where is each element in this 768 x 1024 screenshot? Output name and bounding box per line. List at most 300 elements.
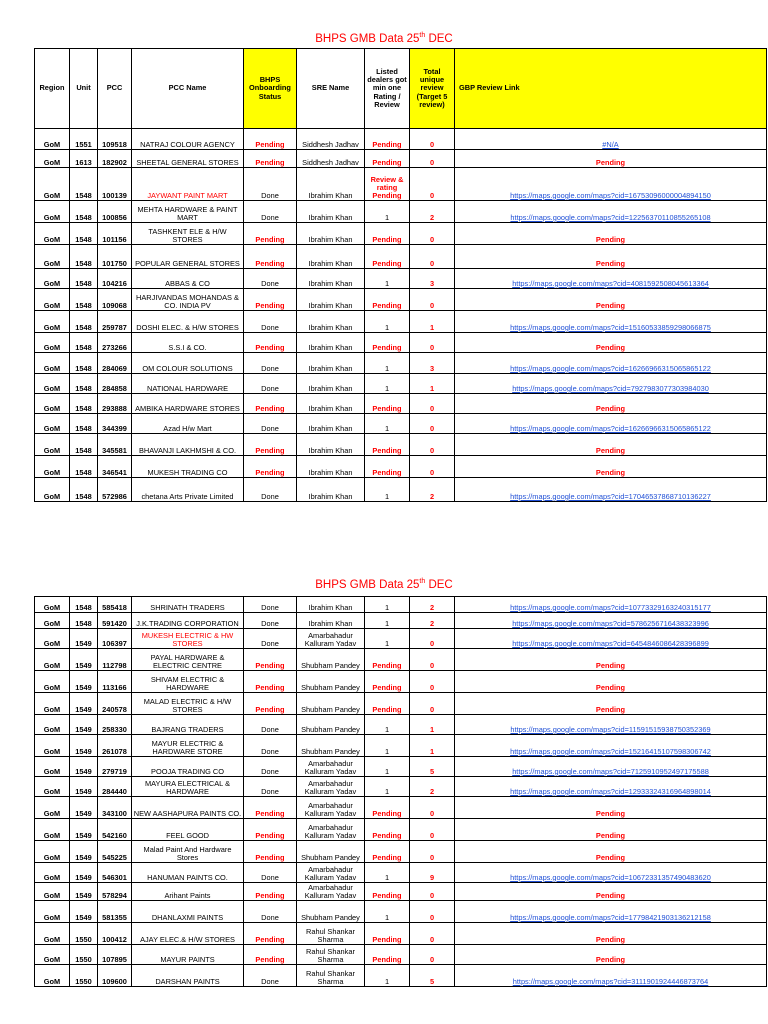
sre-name-cell: Ibrahim Khan: [297, 434, 365, 456]
total-review-cell: 2: [410, 613, 455, 629]
unit-cell: 1548: [70, 394, 98, 414]
sre-name-cell: Shubham Pandey: [297, 693, 365, 715]
onboarding-status-cell: Pending: [244, 649, 297, 671]
unit-cell: 1550: [70, 923, 98, 945]
onboarding-status-cell: Done: [244, 597, 297, 613]
pcc-name-cell: MALAD ELECTRIC & H/W STORES: [132, 693, 244, 715]
onboarding-status-cell: Done: [244, 629, 297, 649]
onboarding-status-cell: Pending: [244, 841, 297, 863]
onboarding-status-cell: Pending: [244, 223, 297, 245]
onboarding-status-cell: Pending: [244, 150, 297, 168]
gbp-review-link-cell: Pending: [455, 945, 767, 965]
pcc-name-cell: OM COLOUR SOLUTIONS: [132, 353, 244, 374]
onboarding-status-cell: Done: [244, 353, 297, 374]
listed-dealers-cell: Pending: [365, 649, 410, 671]
total-review-cell: 0: [410, 901, 455, 923]
pcc-cell: 279719: [98, 757, 132, 777]
total-review-cell: 0: [410, 693, 455, 715]
region-cell: GoM: [35, 374, 70, 394]
sre-name-cell: Amarbahadur Kalluram Yadav: [297, 757, 365, 777]
onboarding-status-cell: Done: [244, 613, 297, 629]
gbp-review-link-cell[interactable]: https://maps.google.com/maps?cid=17798421903136212158: [455, 901, 767, 923]
sre-name-cell: Amarbahadur Kalluram Yadav: [297, 863, 365, 883]
sre-name-cell: Rahul Shankar Sharma: [297, 923, 365, 945]
pcc-name-cell: SHEETAL GENERAL STORES: [132, 150, 244, 168]
region-cell: GoM: [35, 901, 70, 923]
table-row: [35, 150, 767, 168]
sre-name-cell: Ibrahim Khan: [297, 374, 365, 394]
gbp-review-link-cell[interactable]: https://maps.google.com/maps?cid=10672331357490483620: [455, 863, 767, 883]
total-review-cell: 0: [410, 797, 455, 819]
gbp-review-link-cell: Pending: [455, 394, 767, 414]
table-row: [35, 311, 767, 333]
gbp-review-link-cell[interactable]: https://maps.google.com/maps?cid=4081592508045613364: [455, 269, 767, 289]
gbp-review-link-cell[interactable]: https://maps.google.com/maps?cid=15216415107598306742: [455, 735, 767, 757]
pcc-name-cell: POPULAR GENERAL STORES: [132, 245, 244, 269]
pcc-cell: 100412: [98, 923, 132, 945]
unit-cell: 1549: [70, 863, 98, 883]
total-review-cell: 0: [410, 333, 455, 353]
listed-dealers-cell: 1: [365, 863, 410, 883]
onboarding-status-cell: Pending: [244, 129, 297, 150]
pcc-cell: 585418: [98, 597, 132, 613]
table-row: [35, 333, 767, 353]
table-row: [35, 965, 767, 987]
gbp-review-link-cell[interactable]: https://maps.google.com/maps?cid=17046537868710136227: [455, 478, 767, 502]
region-cell: GoM: [35, 819, 70, 841]
region-cell: GoM: [35, 649, 70, 671]
gbp-review-link-cell[interactable]: https://maps.google.com/maps?cid=6454846086428396899: [455, 629, 767, 649]
listed-dealers-cell: 1: [365, 629, 410, 649]
region-cell: GoM: [35, 841, 70, 863]
total-review-cell: 0: [410, 394, 455, 414]
table-row: [35, 168, 767, 201]
table-row: [35, 649, 767, 671]
total-review-cell: 0: [410, 223, 455, 245]
region-cell: GoM: [35, 129, 70, 150]
region-cell: GoM: [35, 333, 70, 353]
pcc-cell: 284069: [98, 353, 132, 374]
listed-dealers-cell: 1: [365, 597, 410, 613]
gmb-data-table-2: [34, 596, 767, 987]
listed-dealers-cell: Pending: [365, 150, 410, 168]
unit-cell: 1549: [70, 629, 98, 649]
gbp-review-link-cell[interactable]: https://maps.google.com/maps?cid=11591515938750352369: [455, 715, 767, 735]
unit-cell: 1549: [70, 693, 98, 715]
unit-cell: 1549: [70, 649, 98, 671]
total-review-cell: 0: [410, 629, 455, 649]
header-sre-name: SRE Name: [297, 49, 365, 129]
unit-cell: 1549: [70, 883, 98, 901]
listed-dealers-cell: 1: [365, 613, 410, 629]
table-row: [35, 456, 767, 478]
gbp-review-link-cell[interactable]: https://maps.google.com/maps?cid=16266966315065865122: [455, 353, 767, 374]
onboarding-status-cell: Pending: [244, 289, 297, 311]
listed-dealers-cell: Review & rating Pending: [365, 168, 410, 201]
listed-dealers-cell: Pending: [365, 923, 410, 945]
table-row: [35, 863, 767, 883]
pcc-name-cell: NEW AASHAPURA PAINTS CO.: [132, 797, 244, 819]
total-review-cell: 0: [410, 245, 455, 269]
region-cell: GoM: [35, 269, 70, 289]
header-gbp-review-link: GBP Review Link: [455, 49, 767, 129]
onboarding-status-cell: Done: [244, 478, 297, 502]
pcc-name-cell: S.S.I & CO.: [132, 333, 244, 353]
header-pcc: PCC: [98, 49, 132, 129]
pcc-cell: 572986: [98, 478, 132, 502]
pcc-name-cell: AJAY ELEC.& H/W STORES: [132, 923, 244, 945]
sre-name-cell: Ibrahim Khan: [297, 289, 365, 311]
pcc-cell: 542160: [98, 819, 132, 841]
pcc-name-cell: HANUMAN PAINTS CO.: [132, 863, 244, 883]
listed-dealers-cell: Pending: [365, 841, 410, 863]
region-cell: GoM: [35, 715, 70, 735]
onboarding-status-cell: Done: [244, 269, 297, 289]
table-row: [35, 414, 767, 434]
sre-name-cell: Amarbahadur Kalluram Yadav: [297, 629, 365, 649]
total-review-cell: 0: [410, 671, 455, 693]
listed-dealers-cell: 1: [365, 478, 410, 502]
pcc-cell: 578294: [98, 883, 132, 901]
listed-dealers-cell: 1: [365, 777, 410, 797]
total-review-cell: 1: [410, 735, 455, 757]
listed-dealers-cell: Pending: [365, 797, 410, 819]
unit-cell: 1548: [70, 269, 98, 289]
unit-cell: 1548: [70, 311, 98, 333]
listed-dealers-cell: Pending: [365, 456, 410, 478]
region-cell: GoM: [35, 478, 70, 502]
total-review-cell: 9: [410, 863, 455, 883]
gbp-review-link-cell: Pending: [455, 333, 767, 353]
header-onboarding-status: BHPS Onboarding Status: [244, 49, 297, 129]
unit-cell: 1549: [70, 671, 98, 693]
listed-dealers-cell: Pending: [365, 883, 410, 901]
table-row: [35, 671, 767, 693]
gbp-review-link-cell[interactable]: https://maps.google.com/maps?cid=7927983077303984030: [455, 374, 767, 394]
region-cell: GoM: [35, 613, 70, 629]
gbp-review-link-cell[interactable]: https://maps.google.com/maps?cid=12933324316964898014: [455, 777, 767, 797]
total-review-cell: 2: [410, 478, 455, 502]
sre-name-cell: Siddhesh Jadhav: [297, 129, 365, 150]
table-row: [35, 797, 767, 819]
table-row: [35, 201, 767, 223]
total-review-cell: 2: [410, 597, 455, 613]
onboarding-status-cell: Done: [244, 311, 297, 333]
region-cell: GoM: [35, 597, 70, 613]
pcc-cell: 109068: [98, 289, 132, 311]
unit-cell: 1548: [70, 168, 98, 201]
sre-name-cell: Ibrahim Khan: [297, 414, 365, 434]
total-review-cell: 0: [410, 841, 455, 863]
header-total-unique-review: Total unique review (Target 5 review): [410, 49, 455, 129]
table-header-row: [35, 49, 767, 129]
pcc-name-cell: HARJIVANDAS MOHANDAS & CO. INDIA PV: [132, 289, 244, 311]
gmb-data-table-1: [34, 48, 767, 502]
listed-dealers-cell: 1: [365, 715, 410, 735]
pcc-cell: 107895: [98, 945, 132, 965]
listed-dealers-cell: 1: [365, 965, 410, 987]
listed-dealers-cell: Pending: [365, 693, 410, 715]
table-row: [35, 245, 767, 269]
sre-name-cell: Ibrahim Khan: [297, 245, 365, 269]
unit-cell: 1613: [70, 150, 98, 168]
gbp-review-link-cell: Pending: [455, 289, 767, 311]
total-review-cell: 0: [410, 150, 455, 168]
sre-name-cell: Shubham Pandey: [297, 841, 365, 863]
total-review-cell: 2: [410, 201, 455, 223]
gbp-review-link-cell: Pending: [455, 434, 767, 456]
gbp-review-link-cell: Pending: [455, 649, 767, 671]
table-row: [35, 269, 767, 289]
gbp-review-link-cell: Pending: [455, 150, 767, 168]
sre-name-cell: Shubham Pandey: [297, 671, 365, 693]
listed-dealers-cell: Pending: [365, 945, 410, 965]
unit-cell: 1548: [70, 456, 98, 478]
pcc-cell: 273266: [98, 333, 132, 353]
pcc-cell: 258330: [98, 715, 132, 735]
gbp-review-link-cell: Pending: [455, 923, 767, 945]
pcc-cell: 106397: [98, 629, 132, 649]
header-listed-dealers: Listed dealers got min one Rating / Review: [365, 49, 410, 129]
onboarding-status-cell: Pending: [244, 693, 297, 715]
sre-name-cell: Amarbahadur Kalluram Yadav: [297, 819, 365, 841]
pcc-cell: 109600: [98, 965, 132, 987]
pcc-cell: 109518: [98, 129, 132, 150]
pcc-name-cell: DARSHAN PAINTS: [132, 965, 244, 987]
region-cell: GoM: [35, 693, 70, 715]
unit-cell: 1549: [70, 841, 98, 863]
pcc-name-cell: MUKESH ELECTRIC & HW STORES: [132, 629, 244, 649]
region-cell: GoM: [35, 245, 70, 269]
pcc-name-cell: PAYAL HARDWARE & ELECTRIC CENTRE: [132, 649, 244, 671]
sre-name-cell: Rahul Shankar Sharma: [297, 965, 365, 987]
table-row: [35, 434, 767, 456]
table-row: [35, 223, 767, 245]
onboarding-status-cell: Done: [244, 715, 297, 735]
table-row: [35, 693, 767, 715]
total-review-cell: 5: [410, 757, 455, 777]
gbp-review-link-cell[interactable]: https://maps.google.com/maps?cid=3111901924446873764: [455, 965, 767, 987]
listed-dealers-cell: 1: [365, 374, 410, 394]
table-row: [35, 757, 767, 777]
pcc-name-cell: MAYURA ELECTRICAL & HARDWARE: [132, 777, 244, 797]
unit-cell: 1548: [70, 223, 98, 245]
region-cell: GoM: [35, 311, 70, 333]
pcc-cell: 101156: [98, 223, 132, 245]
pcc-name-cell: ABBAS & CO: [132, 269, 244, 289]
pcc-name-cell: JAYWANT PAINT MART: [132, 168, 244, 201]
total-review-cell: 0: [410, 434, 455, 456]
onboarding-status-cell: Pending: [244, 923, 297, 945]
total-review-cell: 2: [410, 777, 455, 797]
gbp-review-link-cell[interactable]: https://maps.google.com/maps?cid=10773329163240315177: [455, 597, 767, 613]
pcc-cell: 581355: [98, 901, 132, 923]
onboarding-status-cell: Pending: [244, 394, 297, 414]
region-cell: GoM: [35, 289, 70, 311]
unit-cell: 1549: [70, 797, 98, 819]
pcc-cell: 284858: [98, 374, 132, 394]
pcc-cell: 591420: [98, 613, 132, 629]
listed-dealers-cell: 1: [365, 414, 410, 434]
onboarding-status-cell: Pending: [244, 883, 297, 901]
table-row: [35, 945, 767, 965]
sre-name-cell: Ibrahim Khan: [297, 353, 365, 374]
sre-name-cell: Shubham Pandey: [297, 901, 365, 923]
total-review-cell: 0: [410, 819, 455, 841]
table-row: [35, 597, 767, 613]
unit-cell: 1550: [70, 945, 98, 965]
gbp-review-link-cell: Pending: [455, 841, 767, 863]
unit-cell: 1548: [70, 353, 98, 374]
total-review-cell: 1: [410, 311, 455, 333]
total-review-cell: 0: [410, 923, 455, 945]
sre-name-cell: Shubham Pandey: [297, 715, 365, 735]
region-cell: GoM: [35, 671, 70, 693]
region-cell: GoM: [35, 168, 70, 201]
gbp-review-link-cell[interactable]: https://maps.google.com/maps?cid=12256370110855265108: [455, 201, 767, 223]
unit-cell: 1549: [70, 819, 98, 841]
unit-cell: 1548: [70, 613, 98, 629]
listed-dealers-cell: Pending: [365, 223, 410, 245]
table-row: [35, 735, 767, 757]
listed-dealers-cell: 1: [365, 757, 410, 777]
table2-body: [35, 597, 767, 987]
region-cell: GoM: [35, 353, 70, 374]
total-review-cell: 0: [410, 289, 455, 311]
pcc-name-cell: MAYUR ELECTRIC & HARDWARE STORE: [132, 735, 244, 757]
onboarding-status-cell: Done: [244, 374, 297, 394]
gbp-review-link-cell: Pending: [455, 693, 767, 715]
onboarding-status-cell: Done: [244, 414, 297, 434]
region-cell: GoM: [35, 735, 70, 757]
pcc-cell: 100856: [98, 201, 132, 223]
table-row: [35, 883, 767, 901]
sre-name-cell: Ibrahim Khan: [297, 311, 365, 333]
gbp-review-link-cell[interactable]: https://maps.google.com/maps?cid=15160533859298066875: [455, 311, 767, 333]
listed-dealers-cell: Pending: [365, 289, 410, 311]
table-row: [35, 353, 767, 374]
header-region: Region: [35, 49, 70, 129]
pcc-name-cell: chetana Arts Private Limited: [132, 478, 244, 502]
gbp-review-link-cell[interactable]: https://maps.google.com/maps?cid=16753096000004894150: [455, 168, 767, 201]
total-review-cell: 3: [410, 353, 455, 374]
sre-name-cell: Shubham Pandey: [297, 649, 365, 671]
unit-cell: 1549: [70, 735, 98, 757]
table-row: [35, 819, 767, 841]
pcc-name-cell: TASHKENT ELE & H/W STORES: [132, 223, 244, 245]
total-review-cell: 5: [410, 965, 455, 987]
onboarding-status-cell: Done: [244, 777, 297, 797]
gbp-review-link-cell: Pending: [455, 456, 767, 478]
onboarding-status-cell: Done: [244, 863, 297, 883]
pcc-cell: 100139: [98, 168, 132, 201]
pcc-name-cell: AMBIKA HARDWARE STORES: [132, 394, 244, 414]
table-row: [35, 629, 767, 649]
gbp-review-link-cell: Pending: [455, 671, 767, 693]
listed-dealers-cell: Pending: [365, 245, 410, 269]
region-cell: GoM: [35, 923, 70, 945]
unit-cell: 1548: [70, 374, 98, 394]
sre-name-cell: Amarbahadur Kalluram Yadav: [297, 883, 365, 901]
pcc-name-cell: J.K.TRADING CORPORATION: [132, 613, 244, 629]
header-pcc-name: PCC Name: [132, 49, 244, 129]
total-review-cell: 0: [410, 456, 455, 478]
pcc-name-cell: BAJRANG TRADERS: [132, 715, 244, 735]
table-row: [35, 478, 767, 502]
gbp-review-link-cell[interactable]: https://maps.google.com/maps?cid=7125910952497175588: [455, 757, 767, 777]
onboarding-status-cell: Pending: [244, 333, 297, 353]
pcc-name-cell: BHAVANJI LAKHMSHI & CO.: [132, 434, 244, 456]
region-cell: GoM: [35, 757, 70, 777]
onboarding-status-cell: Pending: [244, 434, 297, 456]
unit-cell: 1551: [70, 129, 98, 150]
gbp-review-link-cell: Pending: [455, 883, 767, 901]
pcc-cell: 113166: [98, 671, 132, 693]
listed-dealers-cell: Pending: [365, 434, 410, 456]
region-cell: GoM: [35, 777, 70, 797]
listed-dealers-cell: Pending: [365, 394, 410, 414]
onboarding-status-cell: Pending: [244, 819, 297, 841]
sre-name-cell: Ibrahim Khan: [297, 201, 365, 223]
sre-name-cell: Ibrahim Khan: [297, 456, 365, 478]
unit-cell: 1549: [70, 901, 98, 923]
pcc-cell: 546301: [98, 863, 132, 883]
total-review-cell: 3: [410, 269, 455, 289]
pcc-name-cell: MAYUR PAINTS: [132, 945, 244, 965]
pcc-name-cell: MUKESH TRADING CO: [132, 456, 244, 478]
table-row: [35, 613, 767, 629]
sre-name-cell: Ibrahim Khan: [297, 269, 365, 289]
region-cell: GoM: [35, 456, 70, 478]
listed-dealers-cell: 1: [365, 735, 410, 757]
region-cell: GoM: [35, 223, 70, 245]
gbp-review-link-cell: Pending: [455, 245, 767, 269]
region-cell: GoM: [35, 965, 70, 987]
gbp-review-link-cell[interactable]: https://maps.google.com/maps?cid=5786256716438323996: [455, 613, 767, 629]
listed-dealers-cell: Pending: [365, 671, 410, 693]
pcc-name-cell: DHANLAXMI PAINTS: [132, 901, 244, 923]
table-row: [35, 289, 767, 311]
region-cell: GoM: [35, 945, 70, 965]
pcc-cell: 293888: [98, 394, 132, 414]
listed-dealers-cell: 1: [365, 353, 410, 374]
table1-title: BHPS GMB Data 25th DEC: [315, 32, 453, 45]
onboarding-status-cell: Pending: [244, 245, 297, 269]
pcc-cell: 344399: [98, 414, 132, 434]
pcc-name-cell: SHIVAM ELECTRIC & HARDWARE: [132, 671, 244, 693]
onboarding-status-cell: Done: [244, 168, 297, 201]
gbp-review-link-cell[interactable]: https://maps.google.com/maps?cid=16266966315065865122: [455, 414, 767, 434]
table-row: [35, 394, 767, 414]
listed-dealers-cell: 1: [365, 269, 410, 289]
sre-name-cell: Ibrahim Khan: [297, 478, 365, 502]
region-cell: GoM: [35, 863, 70, 883]
header-unit: Unit: [70, 49, 98, 129]
region-cell: GoM: [35, 434, 70, 456]
pcc-name-cell: Malad Paint And Hardware Stores: [132, 841, 244, 863]
onboarding-status-cell: Pending: [244, 456, 297, 478]
gbp-review-link-cell[interactable]: #N/A: [455, 129, 767, 150]
table-row: [35, 777, 767, 797]
onboarding-status-cell: Pending: [244, 671, 297, 693]
onboarding-status-cell: Done: [244, 757, 297, 777]
pcc-cell: 343100: [98, 797, 132, 819]
sre-name-cell: Ibrahim Khan: [297, 168, 365, 201]
pcc-cell: 346541: [98, 456, 132, 478]
listed-dealers-cell: 1: [365, 201, 410, 223]
table-row: [35, 374, 767, 394]
listed-dealers-cell: Pending: [365, 129, 410, 150]
